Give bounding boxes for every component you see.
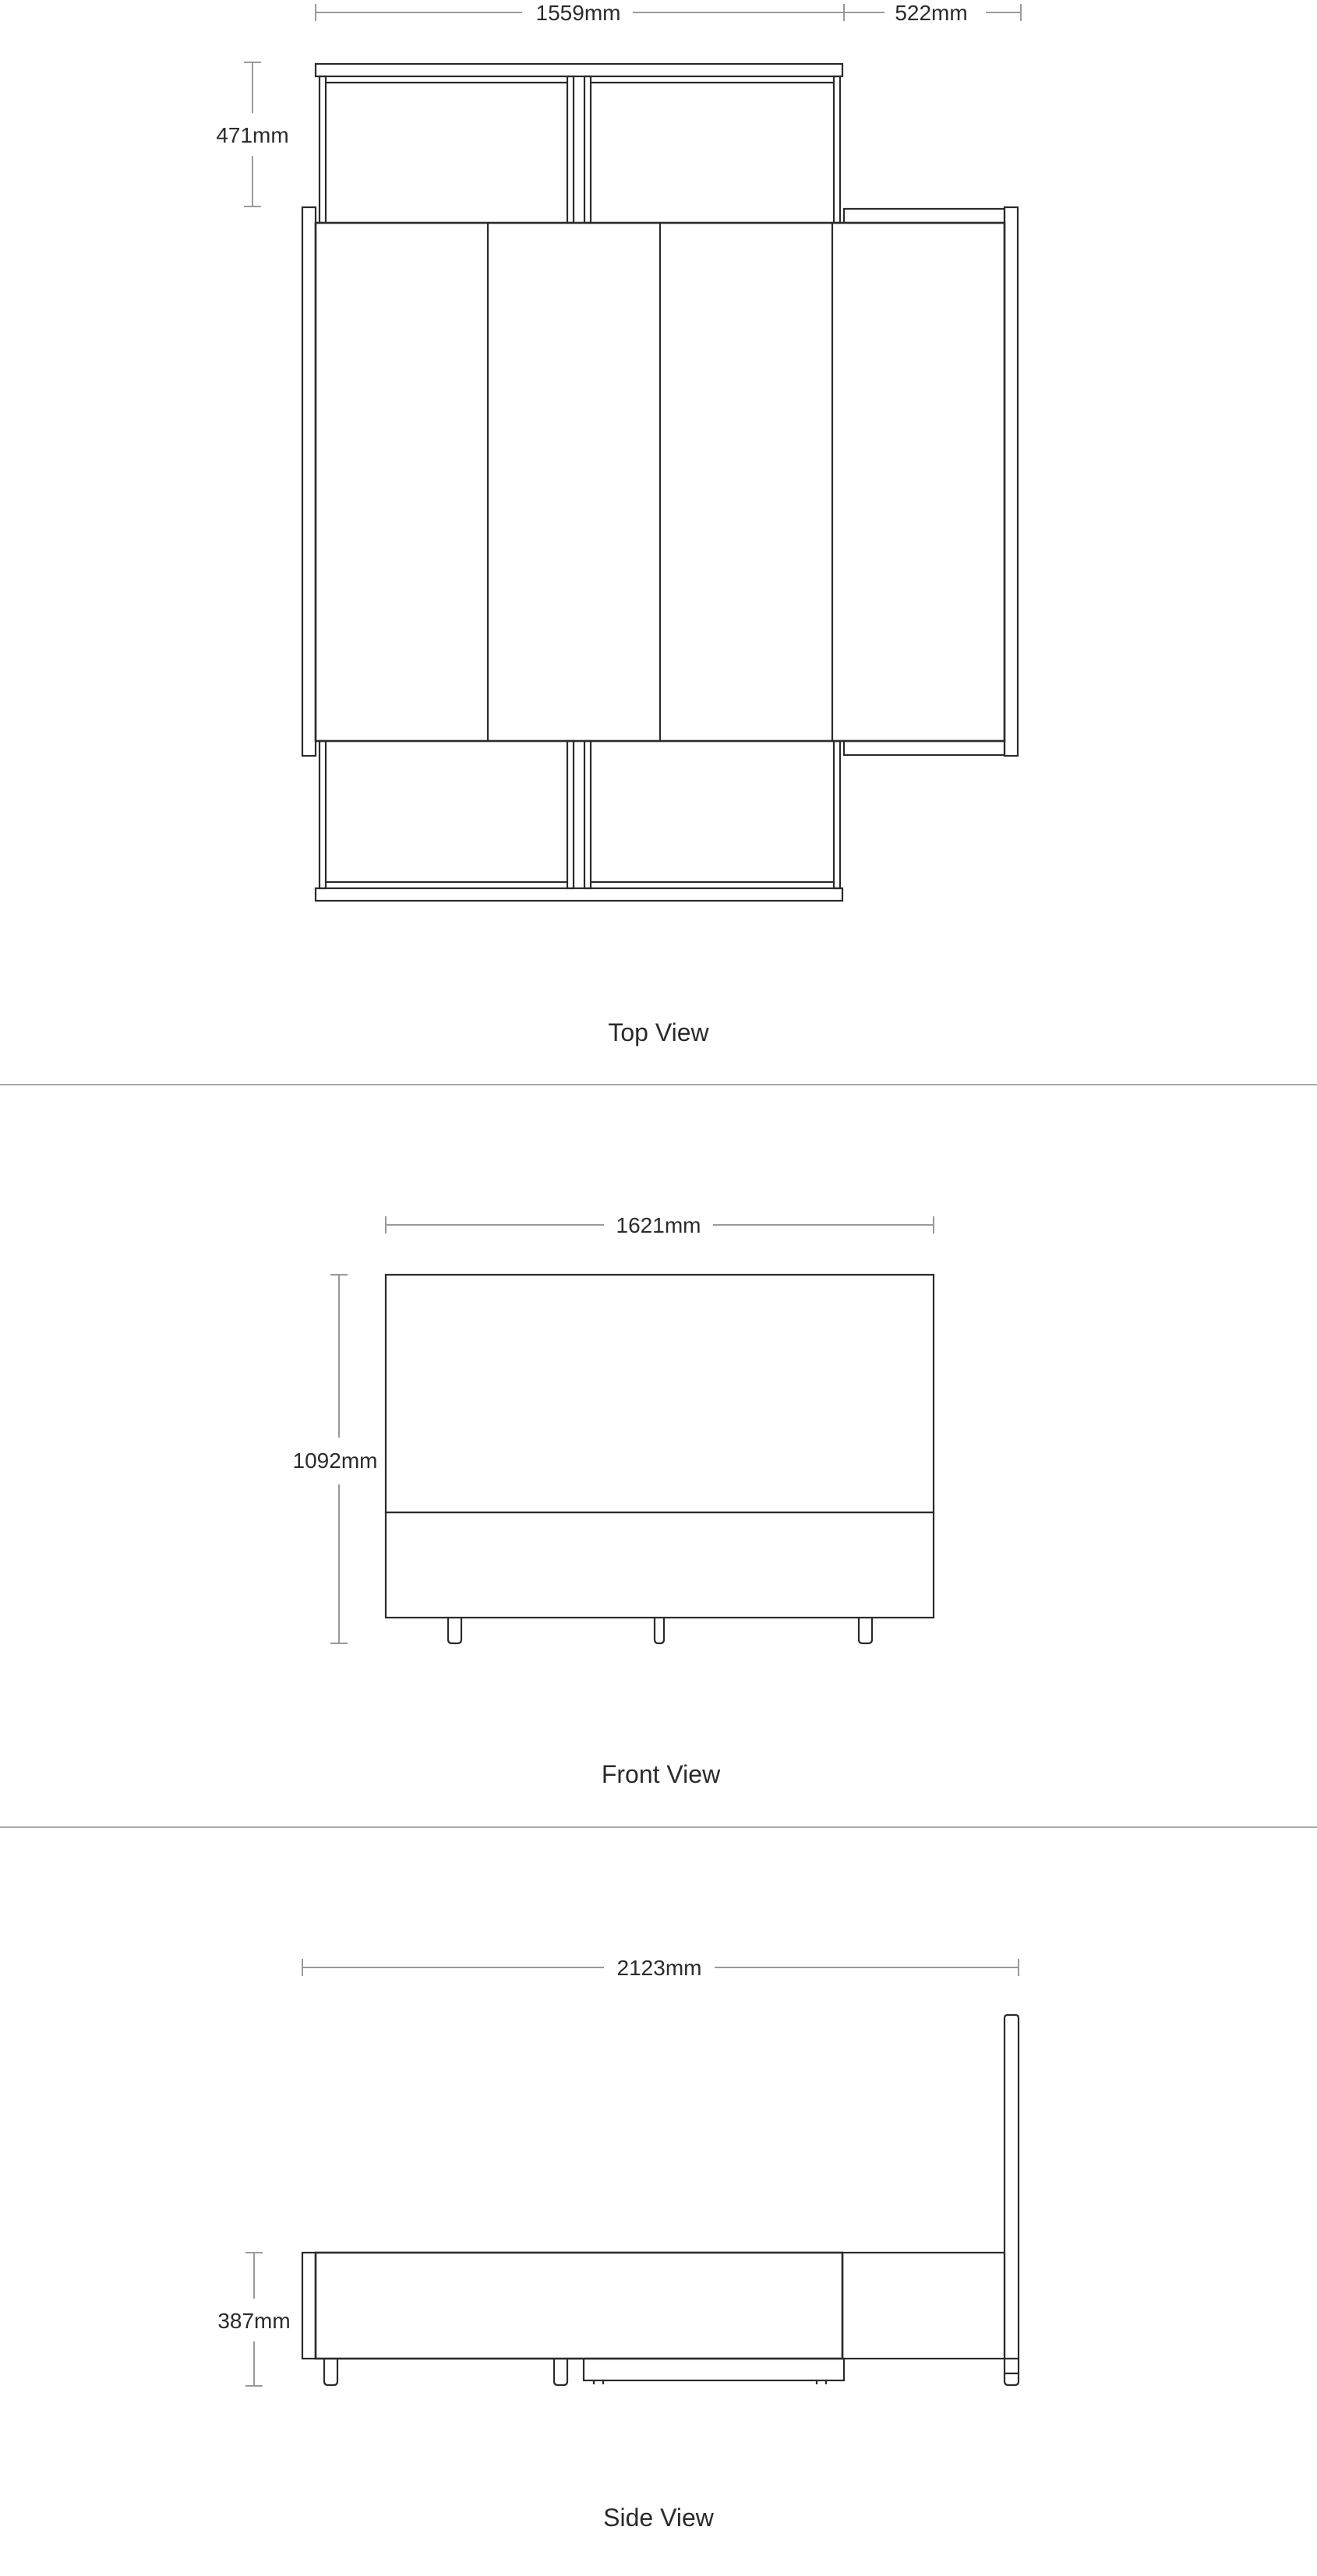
dimension-label-387: 387mm	[217, 2309, 291, 2333]
side-bed-frame	[302, 2015, 1019, 2384]
top-headboard	[844, 207, 1018, 756]
dimension-front-height	[293, 1275, 378, 1643]
side-view-title: Side View	[603, 2504, 714, 2532]
dimension-side-length	[302, 1956, 1019, 1980]
top-platform	[316, 223, 1005, 741]
dimension-top-depth	[216, 62, 288, 206]
dimension-front-width	[386, 1213, 934, 1237]
front-headboard	[386, 1275, 934, 1618]
top-view	[216, 1, 1021, 1046]
top-view-title: Top View	[608, 1018, 709, 1046]
dimension-label-1559: 1559mm	[535, 1, 621, 25]
dimension-label-1621: 1621mm	[616, 1213, 701, 1237]
front-view	[293, 1213, 934, 1788]
dimension-side-height	[217, 2253, 290, 2386]
dimension-label-1092: 1092mm	[292, 1449, 378, 1473]
side-view	[217, 1956, 1019, 2532]
front-view-title: Front View	[601, 1760, 721, 1788]
front-legs	[448, 1618, 872, 1643]
dimension-top-width	[316, 1, 844, 25]
dimension-label-471: 471mm	[216, 123, 289, 147]
top-left-rail	[302, 207, 316, 756]
top-frame-lower	[316, 741, 842, 901]
dimension-label-522: 522mm	[895, 1, 968, 25]
dimension-top-extension	[844, 1, 1021, 25]
dimension-label-2123: 2123mm	[616, 1956, 702, 1980]
top-frame-upper	[316, 64, 842, 223]
